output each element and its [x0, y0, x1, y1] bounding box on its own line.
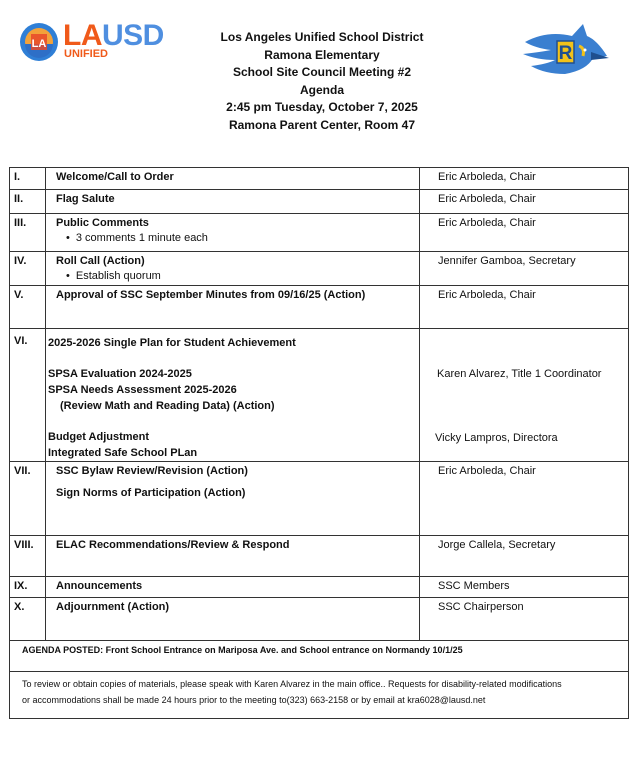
seal-letters: LA — [31, 38, 47, 50]
item-bullet: • Establish quorum — [46, 270, 419, 282]
item-presenter: SSC Chairperson — [420, 598, 629, 641]
item-subitem: SPSA Evaluation 2024-2025 — [48, 368, 192, 380]
agenda-row — [10, 214, 629, 252]
item-title: Approval of SSC September Minutes from 09/16/25 (Action) — [56, 289, 366, 301]
document-header — [180, 29, 464, 135]
agenda-row — [10, 252, 629, 286]
accessibility-notice-row — [10, 672, 629, 719]
item-subitem: (Review Math and Reading Data) (Action) — [60, 400, 275, 412]
item-number: III. — [10, 214, 46, 252]
meeting-datetime: 2:45 pm Tuesday, October 7, 2025 — [226, 100, 418, 115]
item-number: IX. — [10, 577, 46, 598]
item-subitem: Sign Norms of Participation (Action) — [56, 487, 246, 499]
meeting-title: School Site Council Meeting #2 — [232, 65, 412, 80]
notice-line-2: or accommodations shall be made 24 hours prior to the meeting to(323) 663-2158 or by email at kra6028@lausd.net — [22, 695, 486, 705]
item-title: Adjournment (Action) — [56, 601, 170, 613]
agenda-posted-notice: AGENDA POSTED: Front School Entrance on Mariposa Ave. and School entrance on Normandy 10/1/25 — [10, 641, 629, 672]
agenda-row — [10, 577, 629, 598]
item-presenter: Jennifer Gamboa, Secretary — [420, 252, 629, 286]
lausd-la: LA — [63, 19, 102, 52]
meeting-location: Ramona Parent Center, Room 47 — [228, 117, 416, 132]
lausd-logo — [19, 19, 169, 68]
agenda-row — [10, 329, 629, 462]
item-number: II. — [10, 190, 46, 214]
posted-notice-row — [10, 641, 629, 672]
item-title: 2025-2026 Single Plan for Student Achievement — [48, 337, 296, 349]
document-type: Agenda — [299, 82, 344, 97]
item-title: Announcements — [56, 580, 143, 592]
district-name: Los Angeles Unified School District — [220, 30, 424, 44]
item-subitem: Integrated Safe School PLan — [48, 447, 198, 459]
agenda-row — [10, 598, 629, 641]
item-presenter: Eric Arboleda, Chair — [420, 214, 629, 252]
lausd-unified: UNIFIED — [64, 48, 108, 60]
lausd-seal-icon — [19, 22, 59, 62]
item-number: V. — [10, 286, 46, 329]
item-title: Roll Call (Action) — [56, 255, 145, 267]
item-title: ELAC Recommendations/Review & Respond — [56, 539, 290, 551]
item-presenter: Eric Arboleda, Chair — [420, 286, 629, 329]
item-presenter: Vicky Lampros, Directora — [435, 432, 558, 444]
lausd-usd: USD — [102, 19, 164, 52]
item-title: Welcome/Call to Order — [56, 171, 174, 183]
item-presenter: Jorge Callela, Secretary — [420, 536, 629, 577]
item-subitem: SPSA Needs Assessment 2025-2026 — [48, 384, 237, 396]
item-subitem: Budget Adjustment — [48, 431, 150, 443]
agenda-row — [10, 462, 629, 536]
item-title: SSC Bylaw Review/Revision (Action) — [56, 465, 248, 477]
item-number: I. — [10, 168, 46, 190]
item-title: Public Comments — [56, 217, 149, 229]
notice-line-1: To review or obtain copies of materials, please speak with Karen Alvarez in the main office.. Requests for disability-related modifications — [22, 679, 562, 689]
item-number: VI. — [10, 329, 46, 462]
school-name: Ramona Elementary — [264, 47, 380, 62]
roadrunner-mascot-logo — [517, 22, 617, 82]
item-number: IV. — [10, 252, 46, 286]
item-number: X. — [10, 598, 46, 641]
agenda-table — [9, 167, 629, 719]
agenda-row — [10, 168, 629, 190]
item-presenter: Eric Arboleda, Chair — [420, 462, 629, 536]
item-presenter: Eric Arboleda, Chair — [420, 168, 629, 190]
item-title: Flag Salute — [56, 193, 115, 205]
item-number: VIII. — [10, 536, 46, 577]
item-presenter: SSC Members — [420, 577, 629, 598]
agenda-row — [10, 286, 629, 329]
item-presenter: Karen Alvarez, Title 1 Coordinator — [437, 368, 602, 380]
item-bullet: • 3 comments 1 minute each — [46, 232, 419, 244]
item-presenter: Eric Arboleda, Chair — [420, 190, 629, 214]
item-number: VII. — [10, 462, 46, 536]
agenda-row — [10, 190, 629, 214]
mascot-letter: R — [558, 43, 573, 64]
agenda-row — [10, 536, 629, 577]
